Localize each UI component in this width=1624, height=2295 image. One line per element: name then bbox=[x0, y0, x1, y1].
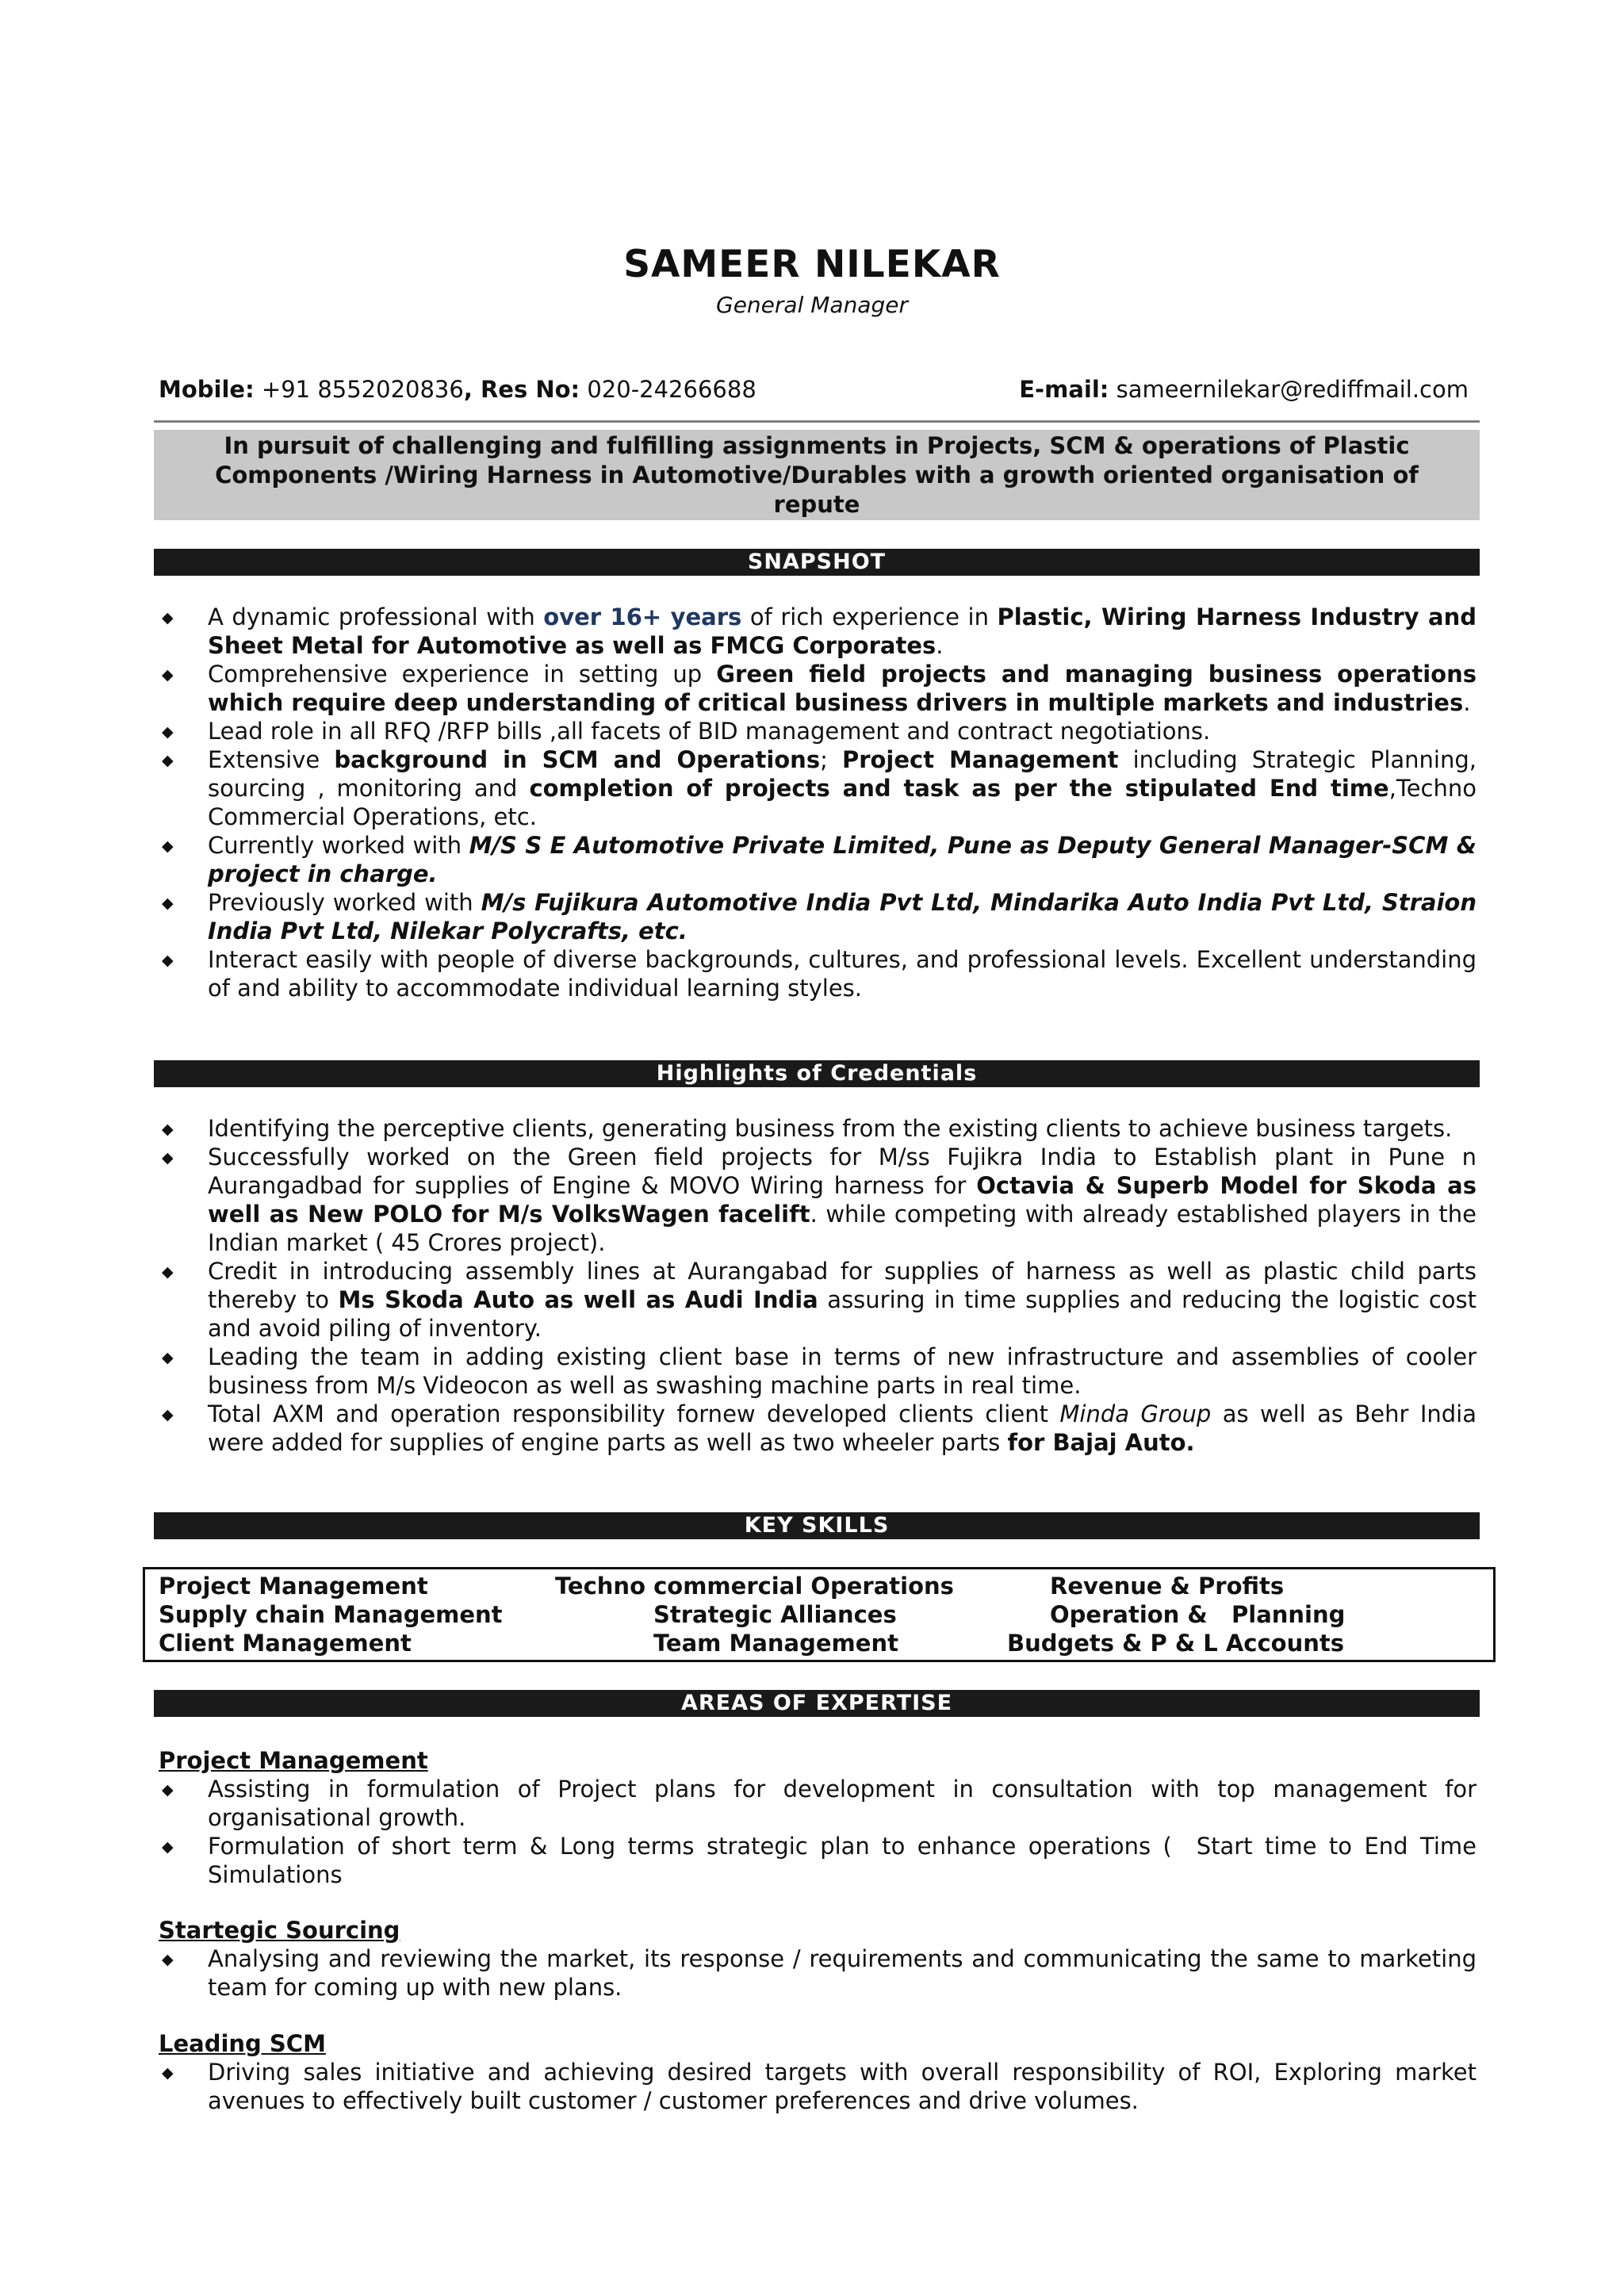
list-item: ◆ Interact easily with people of diverse backgrounds, cultures, and professional levels. Excellent understanding of and ability to accommodate individual learning styles. bbox=[162, 946, 1477, 1002]
list-item: ◆ Previously worked with M/s Fujikura Automotive India Pvt Ltd, Mindarika Auto India Pvt Ltd, Straion India Pvt Ltd, Nilekar Polycrafts, etc. bbox=[162, 889, 1477, 944]
res-value: 020-24266688 bbox=[587, 376, 756, 403]
list-item: ◆ Comprehensive experience in setting up Green field projects and managing business operations which require deep understanding of critical business drivers in multiple markets and industries. bbox=[162, 661, 1477, 716]
skill-item: Team Management bbox=[653, 1630, 898, 1657]
objective-line: Components /Wiring Harness in Automotive/Durables with a growth oriented organisation of bbox=[215, 462, 1419, 489]
diamond-bullet-icon: ◆ bbox=[162, 1149, 174, 1167]
subheading-project-management: Project Management bbox=[159, 1747, 428, 1774]
diamond-bullet-icon: ◆ bbox=[162, 837, 174, 855]
skill-item: Techno commercial Operations bbox=[555, 1573, 954, 1600]
objective-box bbox=[154, 430, 1480, 520]
objective-line: In pursuit of challenging and fulfilling assignments in Projects, SCM & operations of Plastic bbox=[224, 432, 1410, 459]
header-divider bbox=[154, 420, 1480, 423]
list-item: ◆ Successfully worked on the Green field projects for M/ss Fujikra India to Establish plant in Pune n Aurangadbad for supplies of Engine & MOVO Wiring harness for Octavia & Superb Model for Skoda as well as New POLO for M/s VolksWagen facelift. while competing with already established players in the Indian market ( 45 Crores project). bbox=[162, 1144, 1477, 1256]
diamond-bullet-icon: ◆ bbox=[162, 1121, 174, 1138]
diamond-bullet-icon: ◆ bbox=[162, 952, 174, 969]
diamond-bullet-icon: ◆ bbox=[162, 1263, 174, 1281]
list-item: ◆ Analysing and reviewing the market, its response / requirements and communicating the same to marketing team for coming up with new plans. bbox=[162, 1945, 1477, 2001]
diamond-bullet-icon: ◆ bbox=[162, 1838, 174, 1856]
list-item: ◆ Currently worked with M/S S E Automotive Private Limited, Pune as Deputy General Manager-SCM & project in charge. bbox=[162, 832, 1477, 887]
diamond-bullet-icon: ◆ bbox=[162, 666, 174, 684]
contact-line bbox=[159, 376, 1469, 403]
list-item: ◆ Leading the team in adding existing client base in terms of new infrastructure and assemblies of cooler business from M/s Videocon as well as swashing machine parts in real time. bbox=[162, 1343, 1477, 1399]
list-item: ◆ A dynamic professional with over 16+ years of rich experience in Plastic, Wiring Harness Industry and Sheet Metal for Automotive as well as FMCG Corporates. bbox=[162, 603, 1477, 659]
diamond-bullet-icon: ◆ bbox=[162, 1406, 174, 1423]
candidate-title: General Manager bbox=[716, 292, 908, 318]
diamond-bullet-icon: ◆ bbox=[162, 723, 174, 741]
project-management-list bbox=[160, 1775, 1484, 1889]
list-item: ◆ Assisting in formulation of Project plans for development in consultation with top management for organisational growth. bbox=[162, 1776, 1477, 1831]
key-skills-box bbox=[143, 1567, 1496, 1662]
section-bar-expertise: AREAS OF EXPERTISE bbox=[154, 1690, 1480, 1717]
list-item: ◆ Credit in introducing assembly lines at Aurangabad for supplies of harness as well as plastic child parts thereby to Ms Skoda Auto as well as Audi India assuring in time supplies and reducing the logistic cost and avoid piling of inventory. bbox=[162, 1258, 1477, 1342]
section-bar-credentials: Highlights of Credentials bbox=[154, 1060, 1480, 1087]
diamond-bullet-icon: ◆ bbox=[162, 2064, 174, 2082]
email-label: E-mail: bbox=[1019, 376, 1109, 403]
email-block bbox=[1019, 376, 1469, 403]
list-item: ◆ Driving sales initiative and achieving desired targets with overall responsibility of ROI, Exploring market avenues to effectively built customer / customer preferences and drive volumes. bbox=[162, 2059, 1477, 2114]
res-label: Res No: bbox=[480, 376, 580, 403]
section-bar-snapshot: SNAPSHOT bbox=[154, 549, 1480, 576]
subheading-leading-scm: Leading SCM bbox=[159, 2030, 326, 2057]
skill-item: Project Management bbox=[159, 1573, 428, 1600]
diamond-bullet-icon: ◆ bbox=[162, 1781, 174, 1799]
snapshot-list bbox=[160, 603, 1477, 1002]
skill-item: Revenue & Profits bbox=[1050, 1573, 1285, 1600]
strategic-sourcing-list bbox=[160, 1944, 1477, 2002]
list-item: ◆ Lead role in all RFQ /RFP bills ,all facets of BID management and contract negotiations. bbox=[162, 718, 1211, 745]
skill-item: Strategic Alliances bbox=[653, 1601, 897, 1628]
list-item: ◆ Identifying the perceptive clients, generating business from the existing clients to achieve business targets. bbox=[162, 1115, 1453, 1142]
skill-item: Supply chain Management bbox=[159, 1601, 503, 1628]
email-value: sameernilekar@rediffmail.com bbox=[1116, 376, 1469, 403]
phone-block: Mobile: +91 8552020836, Res No: 020-24266688 bbox=[159, 376, 756, 403]
list-item: ◆ Total AXM and operation responsibility fornew developed clients client Minda Group as well as Behr India were added for supplies of engine parts as well as two wheeler parts for Bajaj Auto. bbox=[162, 1400, 1477, 1456]
diamond-bullet-icon: ◆ bbox=[162, 609, 174, 626]
diamond-bullet-icon: ◆ bbox=[162, 1349, 174, 1366]
diamond-bullet-icon: ◆ bbox=[162, 752, 174, 769]
leading-scm-list bbox=[160, 2058, 1477, 2115]
subheading-strategic-sourcing: Startegic Sourcing bbox=[159, 1917, 400, 1944]
diamond-bullet-icon: ◆ bbox=[162, 1951, 174, 1968]
diamond-bullet-icon: ◆ bbox=[162, 895, 174, 912]
section-bar-key-skills: KEY SKILLS bbox=[154, 1512, 1480, 1539]
skill-item: Client Management bbox=[159, 1630, 412, 1657]
skill-item: Budgets & P & L Accounts bbox=[1007, 1630, 1345, 1657]
list-item: ◆ Formulation of short term & Long terms strategic plan to enhance operations ( Start time to End Time Simulations bbox=[162, 1833, 1484, 1888]
skill-item: Operation & Planning bbox=[1050, 1601, 1346, 1628]
objective-line: repute bbox=[773, 491, 860, 518]
list-item: ◆ Extensive background in SCM and Operations; Project Management including Strategic Planning, sourcing , monitoring and completion of projects and task as per the stipulated End time,Techno Commercial Operations, etc. bbox=[162, 746, 1477, 830]
mobile-label: Mobile: bbox=[159, 376, 255, 403]
mobile-value: +91 8552020836 bbox=[261, 376, 464, 403]
credentials-list bbox=[160, 1114, 1477, 1457]
candidate-name: SAMEER NILEKAR bbox=[623, 243, 1001, 286]
